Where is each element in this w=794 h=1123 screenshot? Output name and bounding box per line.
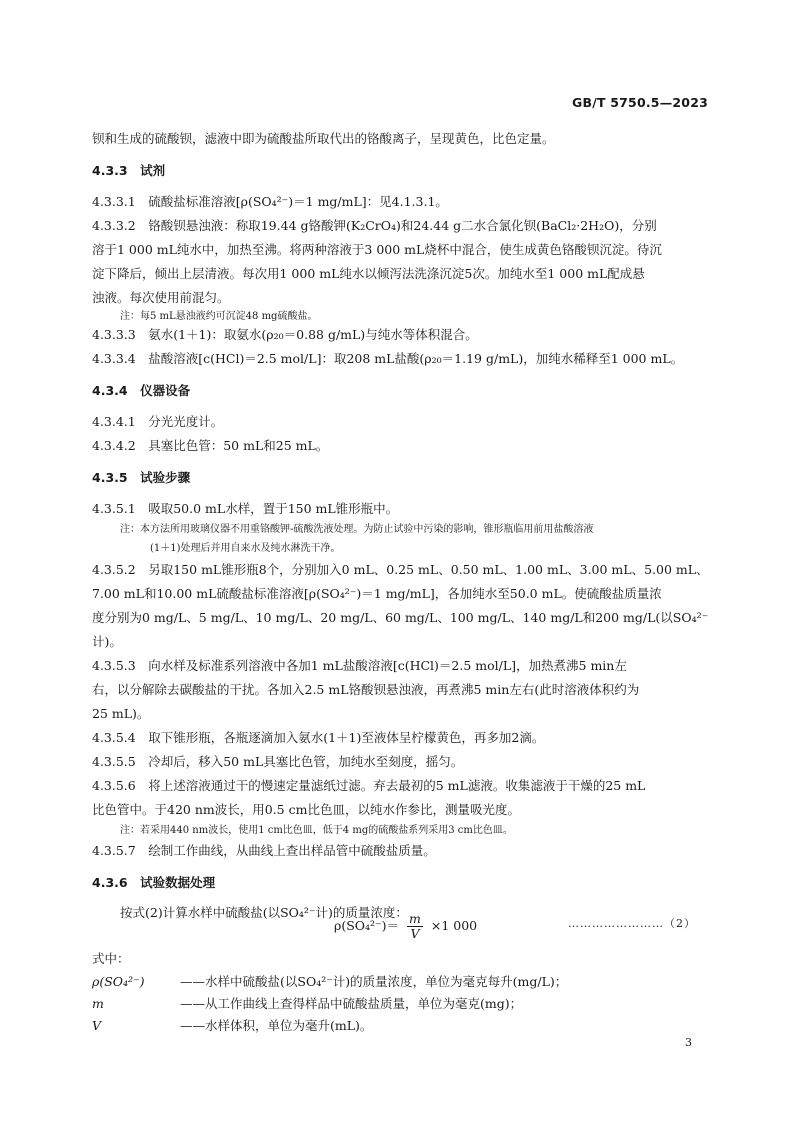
paragraph-line: 比色管中。于420 nm波长，用0.5 cm比色皿，以纯水作参比，测量吸光度。 <box>92 802 520 817</box>
page-number: 3 <box>685 1036 692 1049</box>
paragraph-line: 4.3.5.2 另取150 mL锥形瓶8个，分别加入0 mL、0.25 mL、0.50 mL、1.00 mL、3.00 mL、5.00 mL、 <box>92 562 709 577</box>
standard-code: GB/T 5750.5—2023 <box>572 95 708 110</box>
equation-denominator: V <box>410 926 420 941</box>
section-heading: 4.3.6 试验数据处理 <box>92 875 216 890</box>
paragraph-line: 度分别为0 mg/L、5 mg/L、10 mg/L、20 mg/L、60 mg/L、100 mg/L、140 mg/L和200 mg/L(以SO₄²⁻ <box>92 610 709 625</box>
paragraph-line: 式中： <box>92 951 130 966</box>
paragraph-line: 4.3.5.4 取下锥形瓶，各瓶逐滴加入氨水(1＋1)至液体呈柠檬黄色，再多加2滴。 <box>92 730 545 745</box>
paragraph-line: 浊液。每次使用前混匀。 <box>92 290 230 305</box>
paragraph-line: 溶于1 000 mL纯水中，加热至沸。将两种溶液于3 000 mL烧杯中混合，使生成黄色铬酸钡沉淀。待沉 <box>92 242 662 257</box>
paragraph-line: 4.3.3.4 盐酸溶液[c(HCl)＝2.5 mol/L]：取208 mL盐酸(ρ₂₀＝1.19 g/mL)，加纯水稀释至1 000 mL。 <box>92 351 684 366</box>
paragraph-line: 7.00 mL和10.00 mL硫酸盐标准溶液[ρ(SO₄²⁻)＝1 mg/mL]，各加纯水至50.0 mL。使硫酸盐质量浓 <box>92 586 662 601</box>
symbol: V <box>92 1018 102 1033</box>
symbol-definition: ——从工作曲线上查得样品中硫酸盐质量，单位为毫克(mg)； <box>180 996 523 1011</box>
symbol-definition: ——水样体积，单位为毫升(mL)。 <box>180 1018 373 1033</box>
section-heading: 4.3.4 仪器设备 <box>92 383 191 398</box>
paragraph-line: 计)。 <box>92 634 122 649</box>
paragraph-line: 右，以分解除去碳酸盐的干扰。各加入2.5 mL铬酸钡悬浊液，再煮沸5 min左右(此时溶液体积约为 <box>92 682 640 697</box>
section-heading: 4.3.5 试验步骤 <box>92 470 191 485</box>
paragraph-line: 4.3.4.1 分光光度计。 <box>92 414 224 429</box>
paragraph-line: 按式(2)计算水样中硫酸盐(以SO₄²⁻计)的质量浓度： <box>120 905 408 920</box>
equation <box>334 912 477 941</box>
paragraph-line: 4.3.3.3 氨水(1＋1)：取氨水(ρ₂₀＝0.88 g/mL)与纯水等体积混合。 <box>92 327 478 342</box>
equation-numerator: m <box>409 911 421 926</box>
symbol: ρ(SO₄²⁻) <box>92 974 145 989</box>
paragraph-line: 4.3.5.1 吸取50.0 mL水样，置于150 mL锥形瓶中。 <box>92 501 399 516</box>
paragraph-line: 4.3.4.2 具塞比色管：50 mL和25 mL。 <box>92 438 329 453</box>
note-line: 注：本方法所用玻璃仪器不用重铬酸钾-硫酸洗液处理。为防止试验中污染的影响，锥形瓶临用前用盐酸溶液 <box>120 524 594 535</box>
paragraph-line: 4.3.3.2 铬酸钡悬浊液：称取19.44 g铬酸钾(K₂CrO₄)和24.44 g二水合氯化钡(BaCl₂·2H₂O)，分别 <box>92 218 657 233</box>
paragraph-line: 25 mL)。 <box>92 706 150 721</box>
symbol: m <box>92 996 104 1011</box>
equation-fraction <box>407 912 423 941</box>
paragraph-line: 淀下降后，倾出上层清液。每次用1 000 mL纯水以倾泻法洗涤沉淀5次。加纯水至1 000 mL配成悬 <box>92 266 645 281</box>
paragraph-line: 4.3.5.5 冷却后，移入50 mL具塞比色管，加纯水至刻度，摇匀。 <box>92 754 464 769</box>
equation-rhs: ×1 000 <box>430 918 478 933</box>
paragraph-line: 4.3.5.3 向水样及标准系列溶液中各加1 mL盐酸溶液[c(HCl)＝2.5 mol/L]，加热煮沸5 min左 <box>92 658 627 673</box>
paragraph-line: 4.3.5.7 绘制工作曲线，从曲线上查出样品管中硫酸盐质量。 <box>92 843 436 858</box>
section-heading: 4.3.3 试剂 <box>92 163 166 178</box>
equation-lhs: ρ(SO₄²⁻)＝ <box>334 918 400 933</box>
note-line: 注：若采用440 nm波长，使用1 cm比色皿，低于4 mg的硫酸盐系列采用3 cm比色皿。 <box>120 825 513 836</box>
paragraph-line: 钡和生成的硫酸钡，滤液中即为硫酸盐所取代出的铬酸离子，呈现黄色，比色定量。 <box>92 131 555 146</box>
note-line: (1＋1)处理后并用自来水及纯水淋洗干净。 <box>150 543 341 554</box>
symbol-definition: ——水样中硫酸盐(以SO₄²⁻计)的质量浓度，单位为毫克每升(mg/L)； <box>180 974 568 989</box>
note-line: 注：每5 mL悬浊液约可沉淀48 mg硫酸盐。 <box>120 311 318 322</box>
equation-number: ……………………（2） <box>568 917 696 930</box>
paragraph-line: 4.3.3.1 硫酸盐标准溶液[ρ(SO₄²⁻)＝1 mg/mL]：见4.1.3.1。 <box>92 194 448 209</box>
paragraph-line: 4.3.5.6 将上述溶液通过干的慢速定量滤纸过滤。弃去最初的5 mL滤液。收集滤液于干燥的25 mL <box>92 778 646 793</box>
